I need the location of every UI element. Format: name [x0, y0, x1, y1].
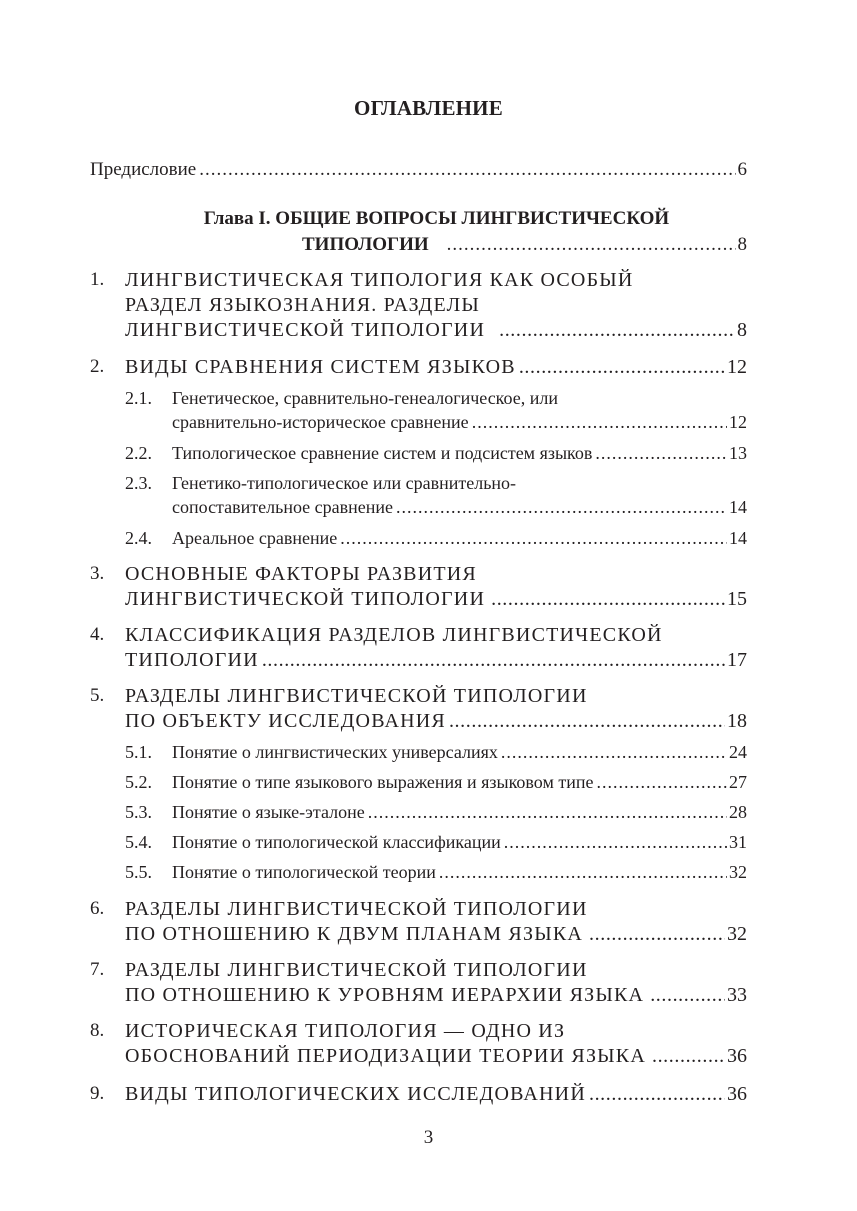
section-number: 5. [90, 685, 105, 706]
toc-entry-2-1[interactable] [172, 410, 747, 434]
subsection-title-line: сопоставительное сравнение [172, 497, 394, 517]
page-ref: 32 [727, 923, 747, 945]
toc-title: ОГЛАВЛЕНИЕ [354, 96, 503, 120]
leader-dots [589, 922, 725, 946]
toc-entry-section-7[interactable] [125, 983, 747, 1007]
leader-dots [368, 800, 727, 824]
section-title-line: ОБОСНОВАНИЙ ПЕРИОДИЗАЦИИ ТЕОРИИ ЯЗЫКА [125, 1045, 646, 1067]
section-title-line: ЛИНГВИСТИЧЕСКОЙ ТИПОЛОГИИ [125, 588, 486, 610]
leader-dots [396, 495, 727, 519]
leader-dots [199, 158, 735, 182]
toc-entry-section-9[interactable] [125, 1082, 747, 1106]
subsection-title-line: Понятие о лингвистических универсалиях [172, 742, 498, 762]
subsection-title-line: Понятие о типе языкового выражения и языковом типе [172, 772, 594, 792]
subsection-number: 5.2. [125, 772, 152, 792]
section-title-line: РАЗДЕЛЫ ЛИНГВИСТИЧЕСКОЙ ТИПОЛОГИИ [125, 898, 588, 920]
subsection-number: 2.4. [125, 528, 152, 548]
section-number: 9. [90, 1083, 105, 1104]
toc-entry-5-5[interactable] [172, 860, 747, 884]
subsection-title-line: Генетико-типологическое или сравнительно- [172, 473, 517, 493]
page-ref: 14 [729, 528, 747, 548]
section-number: 4. [90, 624, 105, 645]
leader-dots [504, 830, 727, 854]
chapter-heading-line2: ТИПОЛОГИИ [302, 234, 429, 255]
section-title-line: РАЗДЕЛ ЯЗЫКОЗНАНИЯ. РАЗДЕЛЫ [125, 294, 480, 316]
subsection-title-line: Генетическое, сравнительно-генеалогическое, или [172, 388, 558, 408]
section-title-line: ЛИНГВИСТИЧЕСКОЙ ТИПОЛОГИИ [125, 319, 486, 341]
section-title-line: РАЗДЕЛЫ ЛИНГВИСТИЧЕСКОЙ ТИПОЛОГИИ [125, 685, 588, 707]
section-number: 8. [90, 1020, 105, 1041]
page-ref: 31 [729, 832, 747, 852]
toc-entry-section-4[interactable] [125, 648, 747, 672]
toc-entry-section-8[interactable] [125, 1044, 747, 1068]
subsection-number: 2.1. [125, 388, 152, 408]
page-ref: 24 [729, 742, 747, 762]
section-title-line: ПО ОБЪЕКТУ ИССЛЕДОВАНИЯ [125, 710, 446, 732]
leader-dots [519, 355, 725, 379]
page-number: 3 [423, 1127, 434, 1148]
section-title-line: КЛАССИФИКАЦИЯ РАЗДЕЛОВ ЛИНГВИСТИЧЕСКОЙ [125, 624, 663, 646]
leader-dots [262, 648, 725, 672]
toc-entry-section-3[interactable] [125, 587, 747, 611]
leader-dots [449, 709, 725, 733]
page-ref: 17 [727, 649, 747, 671]
page-ref: 18 [727, 710, 747, 732]
page-ref: 36 [727, 1083, 747, 1105]
page-ref: 8 [737, 319, 747, 341]
section-title-line: ВИДЫ ТИПОЛОГИЧЕСКИХ ИССЛЕДОВАНИЙ [125, 1083, 586, 1105]
page-ref: 33 [727, 984, 747, 1006]
section-title-line: ПО ОТНОШЕНИЮ К УРОВНЯМ ИЕРАРХИИ ЯЗЫКА [125, 984, 645, 1006]
toc-entry-5-1[interactable] [172, 740, 747, 764]
page-ref: 28 [729, 802, 747, 822]
toc-entry-section-2[interactable] [125, 355, 747, 379]
page-ref: 12 [727, 356, 747, 378]
toc-entry-chapter[interactable] [302, 233, 747, 257]
toc-entry-5-4[interactable] [172, 830, 747, 854]
subsection-number: 2.2. [125, 443, 152, 463]
page-ref: 36 [727, 1045, 747, 1067]
section-title-line: ВИДЫ СРАВНЕНИЯ СИСТЕМ ЯЗЫКОВ [125, 356, 516, 378]
toc-entry-5-2[interactable] [172, 770, 747, 794]
subsection-number: 5.3. [125, 802, 152, 822]
toc-entry-2-2[interactable] [172, 441, 747, 465]
toc-entry-2-3[interactable] [172, 495, 747, 519]
subsection-title-line: Понятие о типологической классификации [172, 832, 501, 852]
subsection-number: 5.1. [125, 742, 152, 762]
subsection-number: 2.3. [125, 473, 152, 493]
leader-dots [596, 770, 727, 794]
toc-entry-section-1[interactable] [125, 318, 747, 342]
section-title-line: ОСНОВНЫЕ ФАКТОРЫ РАЗВИТИЯ [125, 563, 477, 585]
leader-dots [650, 983, 725, 1007]
subsection-title-line: Типологическое сравнение систем и подсистем языков [172, 443, 593, 463]
toc-entry-preface[interactable] [90, 158, 747, 182]
leader-dots [491, 587, 725, 611]
toc-entry-section-5[interactable] [125, 709, 747, 733]
leader-dots [595, 441, 727, 465]
leader-dots [439, 860, 727, 884]
subsection-title-line: Ареальное сравнение [172, 528, 338, 548]
toc-entry-2-4[interactable] [172, 526, 747, 550]
page-ref: 27 [729, 772, 747, 792]
subsection-title-line: Понятие о языке-эталоне [172, 802, 365, 822]
section-number: 2. [90, 356, 105, 377]
toc-entry-section-6[interactable] [125, 922, 747, 946]
leader-dots [652, 1044, 725, 1068]
page-ref: 12 [729, 412, 747, 432]
subsection-title-line: сравнительно-историческое сравнение [172, 412, 469, 432]
section-number: 6. [90, 898, 105, 919]
section-number: 1. [90, 269, 105, 290]
leader-dots [447, 233, 736, 257]
section-title-line: ЛИНГВИСТИЧЕСКАЯ ТИПОЛОГИЯ КАК ОСОБЫЙ [125, 269, 634, 291]
toc-entry-5-3[interactable] [172, 800, 747, 824]
section-title-line: ПО ОТНОШЕНИЮ К ДВУМ ПЛАНАМ ЯЗЫКА [125, 923, 584, 945]
leader-dots [340, 526, 727, 550]
entry-label: Предисловие [90, 159, 197, 180]
section-number: 3. [90, 563, 105, 584]
chapter-heading-line1: Глава I. ОБЩИЕ ВОПРОСЫ ЛИНГВИСТИЧЕСКОЙ [203, 208, 670, 229]
page-ref: 6 [737, 159, 747, 180]
page-ref: 15 [727, 588, 747, 610]
section-title-line: ИСТОРИЧЕСКАЯ ТИПОЛОГИЯ — ОДНО ИЗ [125, 1020, 566, 1042]
subsection-number: 5.4. [125, 832, 152, 852]
leader-dots [499, 318, 735, 342]
leader-dots [501, 740, 727, 764]
section-number: 7. [90, 959, 105, 980]
page-ref: 32 [729, 862, 747, 882]
leader-dots [589, 1082, 725, 1106]
subsection-number: 5.5. [125, 862, 152, 882]
page-ref: 8 [737, 234, 747, 255]
leader-dots [472, 410, 727, 434]
page-ref: 13 [729, 443, 747, 463]
page-ref: 14 [729, 497, 747, 517]
section-title-line: РАЗДЕЛЫ ЛИНГВИСТИЧЕСКОЙ ТИПОЛОГИИ [125, 959, 588, 981]
subsection-title-line: Понятие о типологической теории [172, 862, 436, 882]
section-title-line: ТИПОЛОГИИ [125, 649, 259, 671]
